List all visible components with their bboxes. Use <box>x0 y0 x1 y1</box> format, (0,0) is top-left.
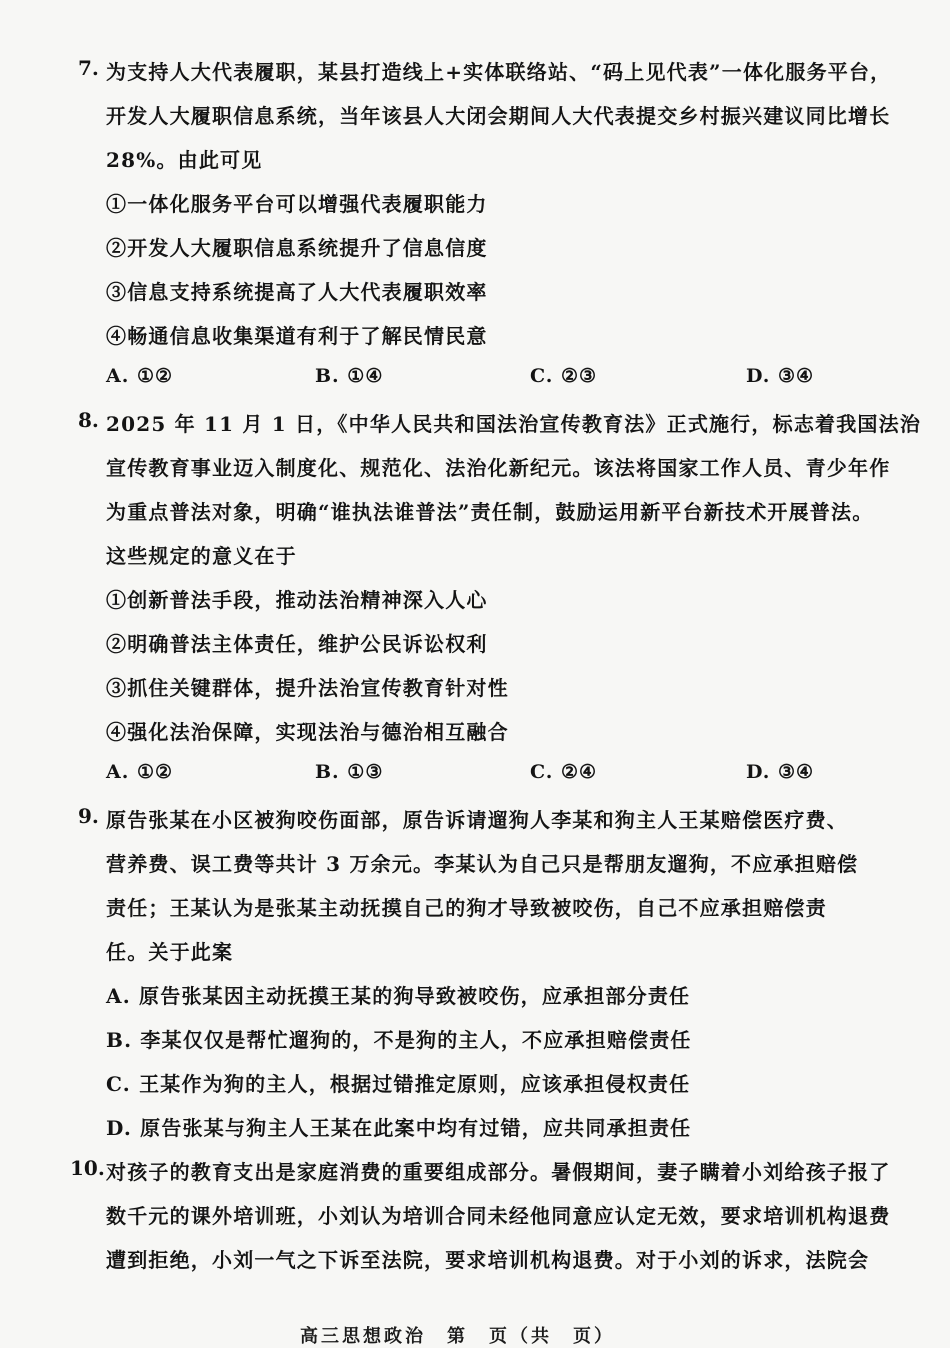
choice-c[interactable]: C. ②④ <box>530 761 598 783</box>
choice-c[interactable]: C. ②③ <box>530 365 598 387</box>
statement-2: ②开发人大履职信息系统提升了信息信度 <box>106 236 488 260</box>
option-c[interactable]: C. 王某作为狗的主人，根据过错推定原则，应该承担侵权责任 <box>106 1072 691 1096</box>
choice-b[interactable]: B. ①④ <box>315 365 384 387</box>
statement-3: ③信息支持系统提高了人大代表履职效率 <box>106 280 488 304</box>
statement-4: ④强化法治保障，实现法治与德治相互融合 <box>106 720 509 744</box>
question-stem-line: 原告张某在小区被狗咬伤面部，原告诉请遛狗人李某和狗主人王某赔偿医疗费、 <box>106 808 848 832</box>
question-stem-line: 营养费、误工费等共计 3 万余元。李某认为自己只是帮朋友遛狗，不应承担赔偿 <box>106 852 859 876</box>
question-stem-line: 开发人大履职信息系统，当年该县人大闭会期间人大代表提交乡村振兴建议同比增长 <box>106 104 891 128</box>
question-number: 10. <box>70 1156 105 1180</box>
option-d[interactable]: D. 原告张某与狗主人王某在此案中均有过错，应共同承担责任 <box>106 1116 692 1140</box>
choice-d[interactable]: D. ③④ <box>746 365 815 387</box>
question-stem-line: 遭到拒绝，小刘一气之下诉至法院，要求培训机构退费。对于小刘的诉求，法院会 <box>106 1248 870 1272</box>
page-footer: 高三思想政治 第 页（共 页） <box>300 1326 615 1347</box>
question-stem-line: 2025 年 11 月 1 日，《中华人民共和国法治宣传教育法》正式施行，标志着我国法治 <box>106 412 922 436</box>
question-stem-line: 责任；王某认为是张某主动抚摸自己的狗才导致被咬伤，自己不应承担赔偿责 <box>106 896 827 920</box>
statement-1: ①一体化服务平台可以增强代表履职能力 <box>106 192 488 216</box>
question-stem-line: 数千元的课外培训班，小刘认为培训合同未经他同意应认定无效，要求培训机构退费 <box>106 1204 891 1228</box>
question-stem-line: 对孩子的教育支出是家庭消费的重要组成部分。暑假期间，妻子瞒着小刘给孩子报了 <box>106 1160 891 1184</box>
choice-a[interactable]: A. ①② <box>106 365 174 387</box>
question-number: 9. <box>78 804 99 828</box>
question-number: 8. <box>78 408 99 432</box>
question-stem-line: 28%。由此可见 <box>106 148 263 172</box>
question-stem-line: 为支持人大代表履职，某县打造线上+实体联络站、“码上见代表”一体化服务平台， <box>106 60 892 84</box>
choice-d[interactable]: D. ③④ <box>746 761 815 783</box>
statement-4: ④畅通信息收集渠道有利于了解民情民意 <box>106 324 488 348</box>
statement-1: ①创新普法手段，推动法治精神深入人心 <box>106 588 488 612</box>
statement-3: ③抓住关键群体，提升法治宣传教育针对性 <box>106 676 509 700</box>
question-stem-line: 任。关于此案 <box>106 940 234 964</box>
choice-b[interactable]: B. ①③ <box>315 761 384 783</box>
statement-2: ②明确普法主体责任，维护公民诉讼权利 <box>106 632 488 656</box>
question-number: 7. <box>78 56 99 80</box>
option-a[interactable]: A. 原告张某因主动抚摸王某的狗导致被咬伤，应承担部分责任 <box>106 984 691 1008</box>
choice-a[interactable]: A. ①② <box>106 761 174 783</box>
question-stem-line: 为重点普法对象，明确“谁执法谁普法”责任制，鼓励运用新平台新技术开展普法。 <box>106 500 874 524</box>
question-stem-line: 这些规定的意义在于 <box>106 544 297 568</box>
option-b[interactable]: B. 李某仅仅是帮忙遛狗的，不是狗的主人，不应承担赔偿责任 <box>106 1028 692 1052</box>
question-stem-line: 宣传教育事业迈入制度化、规范化、法治化新纪元。该法将国家工作人员、青少年作 <box>106 456 891 480</box>
